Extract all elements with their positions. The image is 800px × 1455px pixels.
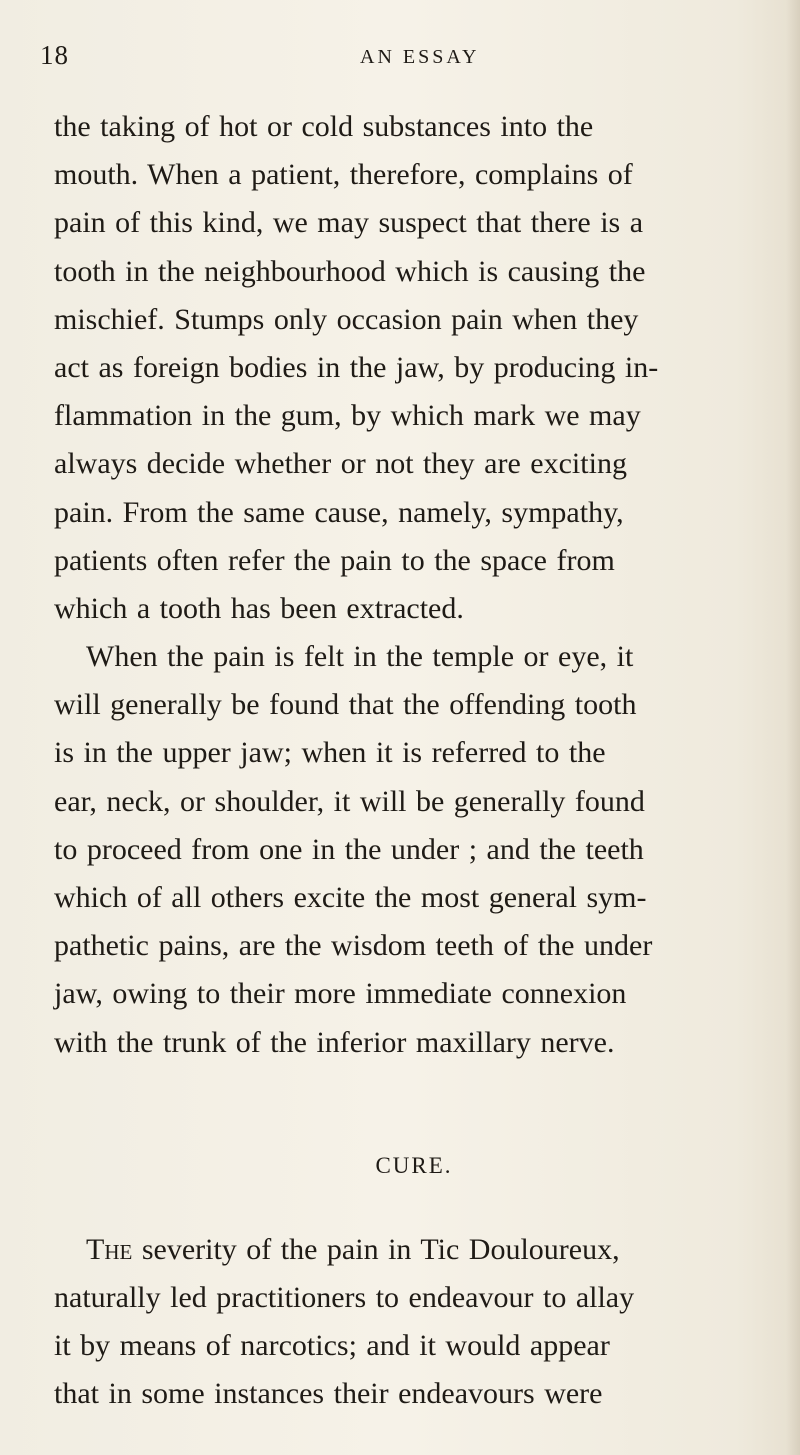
text-line: which a tooth has been extracted. xyxy=(54,591,464,625)
text-line: naturally led practitioners to endeavour to allay xyxy=(54,1280,635,1314)
text-line: will generally be found that the offending tooth xyxy=(54,688,637,722)
text-line: pathetic pains, are the wisdom teeth of the under xyxy=(54,929,653,963)
section-heading: CURE. xyxy=(375,1152,453,1178)
running-head-title: AN ESSAY xyxy=(360,46,480,68)
first-line-text: severity of the pain in Tic Douloureux, xyxy=(132,1232,620,1266)
text-line: it by means of narcotics; and it would appear xyxy=(54,1329,610,1363)
text-line: mischief. Stumps only occasion pain when they xyxy=(54,302,639,336)
paragraph-1 xyxy=(54,103,774,633)
text-line: patients often refer the pain to the space from xyxy=(54,543,615,577)
body-text xyxy=(54,103,774,1419)
text-line: with the trunk of the inferior maxillary nerve. xyxy=(54,1025,615,1059)
paragraph-3 xyxy=(54,1226,774,1419)
section-spacer xyxy=(54,1186,774,1226)
text-line: the taking of hot or cold substances into the xyxy=(54,110,594,143)
text-line: flammation in the gum, by which mark we may xyxy=(54,399,641,433)
paragraph-2 xyxy=(54,633,774,1067)
running-head xyxy=(0,40,800,80)
opening-word: The xyxy=(86,1232,133,1266)
text-line: which of all others excite the most general sym- xyxy=(54,881,647,914)
text-line: pain. From the same cause, namely, sympathy, xyxy=(54,495,624,529)
text-line: ear, neck, or shoulder, it will be generally found xyxy=(54,784,645,818)
text-line: tooth in the neighbourhood which is causing the xyxy=(54,254,646,288)
text-line: mouth. When a patient, therefore, complains of xyxy=(54,158,633,192)
text-line: is in the upper jaw; when it is referred to the xyxy=(54,736,606,770)
page-edge-shadow xyxy=(786,0,800,1455)
text-line: that in some instances their endeavours were xyxy=(54,1377,603,1411)
text-line: to proceed from one in the under ; and the teeth xyxy=(54,832,644,866)
section-spacer xyxy=(54,1067,774,1146)
text-line: act as foreign bodies in the jaw, by producing in- xyxy=(54,350,659,384)
page-number: 18 xyxy=(40,40,69,70)
text-line: When the pain is felt in the temple or eye, it xyxy=(86,640,634,674)
text-line: pain of this kind, we may suspect that there is a xyxy=(54,206,644,240)
text-line: always decide whether or not they are exciting xyxy=(54,447,627,481)
text-line: jaw, owing to their more immediate connexion xyxy=(54,977,627,1011)
text-line xyxy=(54,1226,774,1274)
